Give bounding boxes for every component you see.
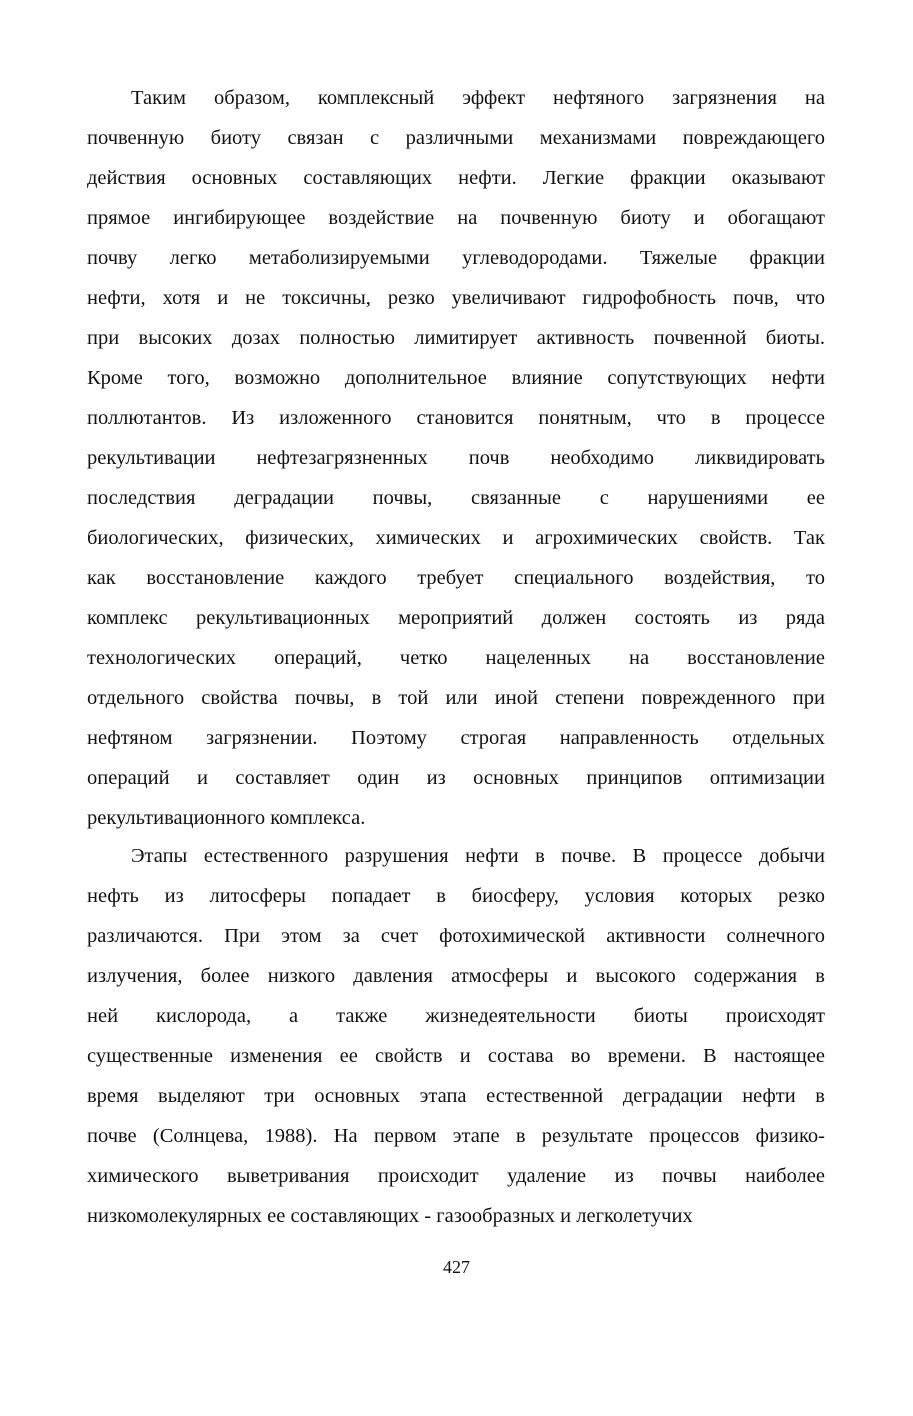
paragraph-natural-oil-degradation-stages [87, 836, 825, 1236]
page-number: 427 [443, 1257, 470, 1277]
text-line: при высоких дозах полностью лимитирует активность почвенной биоты. [87, 327, 825, 349]
paragraph-oil-pollution-effects [87, 78, 825, 838]
text-line: прямое ингибирующее воздействие на почвенную биоту и обогащают [87, 207, 825, 229]
text-line: поллютантов. Из изложенного становится понятным, что в процессе [87, 407, 825, 429]
text-line: почвенную биоту связан с различными механизмами повреждающего [87, 127, 825, 149]
text-line: низкомолекулярных ее составляющих - газообразных и легколетучих [87, 1205, 693, 1227]
text-line: излучения, более низкого давления атмосферы и высокого содержания в [87, 965, 825, 987]
text-line: Кроме того, возможно дополнительное влияние сопутствующих нефти [87, 367, 825, 389]
text-line: почву легко метаболизируемыми углеводородами. Тяжелые фракции [87, 247, 825, 269]
text-line: биологических, физических, химических и агрохимических свойств. Так [87, 527, 825, 549]
text-line: Таким образом, комплексный эффект нефтяного загрязнения на [131, 87, 825, 109]
text-line: нефти, хотя и не токсичны, резко увеличивают гидрофобность почв, что [87, 287, 825, 309]
text-line: время выделяют три основных этапа естественной деградации нефти в [87, 1085, 825, 1107]
text-line: почве (Солнцева, 1988). На первом этапе в результате процессов физико- [87, 1125, 825, 1147]
text-line: комплекс рекультивационных мероприятий должен состоять из ряда [87, 607, 825, 629]
text-line: рекультивации нефтезагрязненных почв необходимо ликвидировать [87, 447, 825, 469]
text-line: различаются. При этом за счет фотохимической активности солнечного [87, 925, 825, 947]
text-line: технологических операций, четко нацеленных на восстановление [87, 647, 825, 669]
text-line: нефтяном загрязнении. Поэтому строгая направленность отдельных [87, 727, 825, 749]
text-line: нефть из литосферы попадает в биосферу, условия которых резко [87, 885, 825, 907]
text-line: отдельного свойства почвы, в той или иной степени поврежденного при [87, 687, 825, 709]
text-line: операций и составляет один из основных принципов оптимизации [87, 767, 825, 789]
text-line: как восстановление каждого требует специального воздействия, то [87, 567, 825, 589]
text-line: Этапы естественного разрушения нефти в почве. В процессе добычи [131, 845, 825, 867]
text-line: действия основных составляющих нефти. Легкие фракции оказывают [87, 167, 825, 189]
text-line: ней кислорода, а также жизнедеятельности биоты происходят [87, 1005, 825, 1027]
text-line: химического выветривания происходит удаление из почвы наиболее [87, 1165, 825, 1187]
text-line: рекультивационного комплекса. [87, 807, 366, 829]
text-line: последствия деградации почвы, связанные с нарушениями ее [87, 487, 825, 509]
text-line: существенные изменения ее свойств и состава во времени. В настоящее [87, 1045, 825, 1067]
